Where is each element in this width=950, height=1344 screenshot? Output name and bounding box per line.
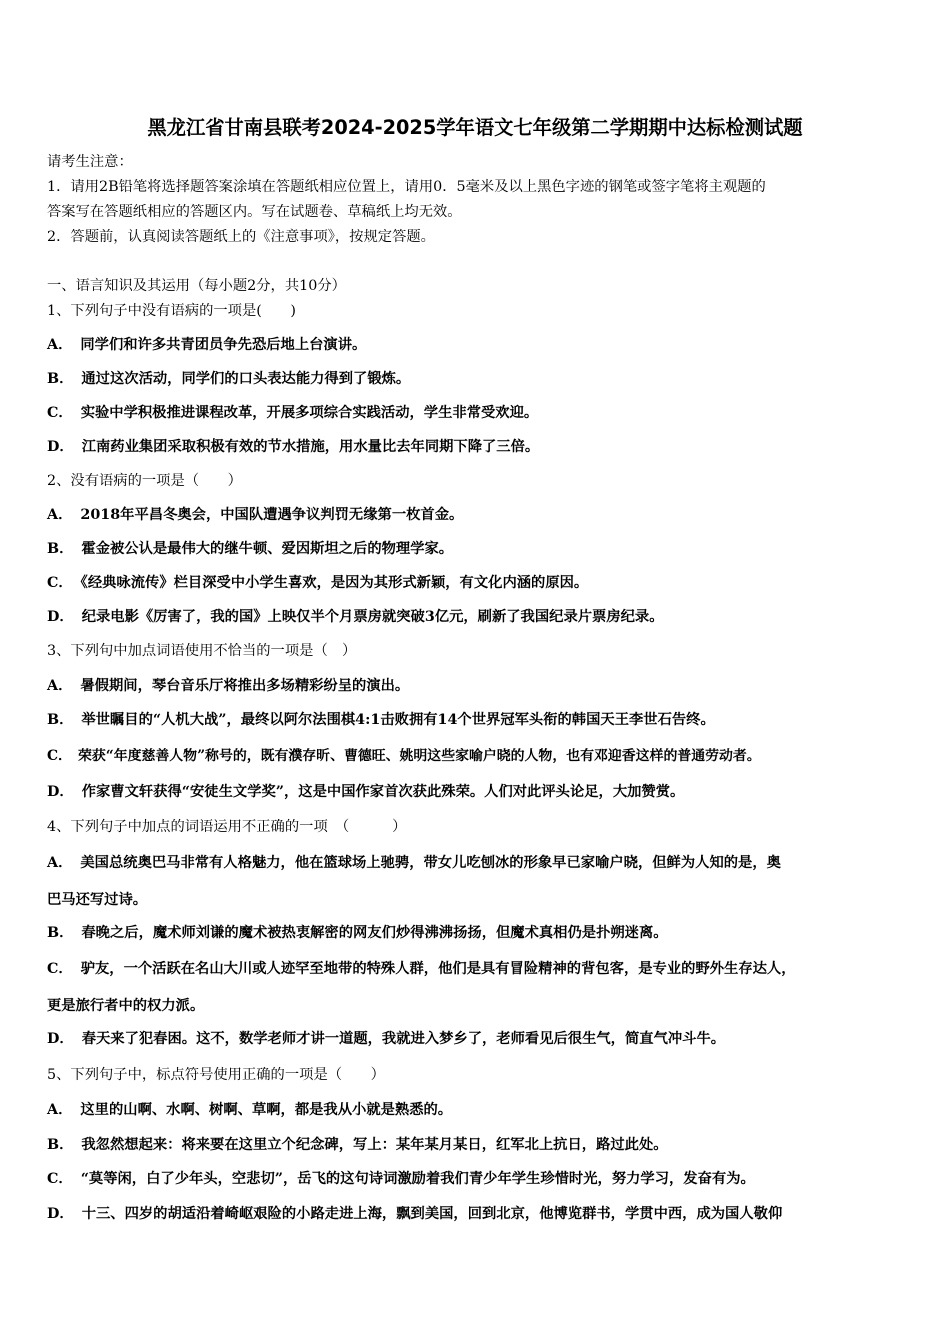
page-title: 黑龙江省甘南县联考2024-2025学年语文七年级第二学期期中达标检测试题 <box>147 116 803 139</box>
option-text: 荣获“年度慈善人物”称号的，既有濮存昕、曹德旺、姚明这些家喻户晓的人物，也有邓迎香这样的普通劳动者。 <box>77 748 761 764</box>
option-label: C． <box>47 748 72 764</box>
option-b <box>47 369 410 389</box>
option-label: B． <box>47 371 74 387</box>
option-text: 我忽然想起来：将来要在这里立个纪念碑，写上：某年某月某日，红军北上抗日，路过此处。 <box>81 1137 668 1153</box>
option-text: 这里的山啊、水啊、树啊、草啊，都是我从小就是熟悉的。 <box>80 1102 453 1118</box>
section-heading: 一、语言知识及其运用（每小题2分，共10分） <box>47 278 346 294</box>
question-stem: 3、下列句中加点词语使用不恰当的一项是（ ） <box>47 643 357 659</box>
option-a-cont: 巴马还写过诗。 <box>47 892 148 908</box>
option-a <box>47 676 409 696</box>
option-text: 驴友，一个活跃在名山大川或人迹罕至地带的特殊人群，他们是具有冒险精神的背包客，是专业的野外生存达人， <box>80 961 796 977</box>
question-stem: 5、下列句子中，标点符号使用正确的一项是（ ） <box>47 1067 385 1083</box>
option-d <box>47 607 664 627</box>
option-label: D． <box>47 1206 74 1222</box>
option-label: D． <box>47 439 74 455</box>
option-text: 《经典咏流传》栏目深受中小学生喜欢，是因为其形式新颖，有文化内涵的原因。 <box>80 575 589 591</box>
option-label: C． <box>47 1171 73 1187</box>
option-text: 江南药业集团采取积极有效的节水措施，用水量比去年同期下降了三倍。 <box>81 439 540 455</box>
option-text: 十三、四岁的胡适沿着崎岖艰险的小路走进上海，飘到美国，回到北京，他博览群书，学贯中西，成为国人敬仰 <box>81 1206 783 1222</box>
option-c <box>47 573 588 593</box>
option-text: 作家曹文轩获得“安徒生文学奖”，这是中国作家首次获此殊荣。人们对此评头论足，大加赞赏。 <box>81 784 685 800</box>
option-a <box>47 335 366 355</box>
option-label: D． <box>47 609 74 625</box>
option-b <box>47 923 668 943</box>
option-label: B． <box>47 925 74 941</box>
option-d <box>47 782 684 802</box>
notice-heading: 请考生注意： <box>47 154 133 170</box>
option-a <box>47 1100 452 1120</box>
option-c-cont: 更是旅行者中的权力派。 <box>47 998 205 1014</box>
question-stem: 2、没有语病的一项是（ ） <box>47 473 242 489</box>
option-text: 2018年平昌冬奥会，中国队遭遇争议判罚无缘第一枚首金。 <box>80 507 464 523</box>
option-c <box>47 746 761 766</box>
option-text: 举世瞩目的“人机大战”，最终以阿尔法围棋4:1击败拥有14个世界冠军头衔的韩国天王李世石告终。 <box>81 712 715 728</box>
option-a <box>47 505 463 525</box>
option-text: 同学们和许多共青团员争先恐后地上台演讲。 <box>80 337 367 353</box>
option-d <box>47 1204 782 1224</box>
question-stem: 1、下列句子中没有语病的一项是( ) <box>47 303 296 319</box>
option-b <box>47 710 715 730</box>
option-label: A． <box>47 855 73 871</box>
option-label: A． <box>47 678 73 694</box>
option-c <box>47 403 538 423</box>
notice-item-1: 1．请用2B铅笔将选择题答案涂填在答题纸相应位置上，请用0．5毫米及以上黑色字迹的钢笔或签字笔将主观题的 <box>47 179 766 195</box>
option-d <box>47 1029 725 1049</box>
option-label: B． <box>47 712 74 728</box>
option-a <box>47 853 781 873</box>
option-label: A． <box>47 507 73 523</box>
option-text: 春天来了犯春困。这不，数学老师才讲一道题，我就进入梦乡了，老师看见后很生气，简直气冲斗牛。 <box>81 1031 726 1047</box>
option-text: 春晚之后，魔术师刘谦的魔术被热衷解密的网友们炒得沸沸扬扬，但魔术真相仍是扑朔迷离。 <box>81 925 668 941</box>
option-c <box>47 959 796 979</box>
option-c <box>47 1169 755 1189</box>
option-text: 暑假期间，琴台音乐厅将推出多场精彩纷呈的演出。 <box>80 678 410 694</box>
option-text: 实验中学积极推进课程改革，开展多项综合实践活动，学生非常受欢迎。 <box>80 405 539 421</box>
option-label: C． <box>47 961 73 977</box>
option-label: D． <box>47 784 74 800</box>
option-label: B． <box>47 541 74 557</box>
option-label: D． <box>47 1031 74 1047</box>
option-text: 纪录电影《厉害了，我的国》上映仅半个月票房就突破3亿元，刷新了我国纪录片票房纪录。 <box>81 609 664 625</box>
option-label: C． <box>47 405 73 421</box>
option-b <box>47 1135 668 1155</box>
option-label: A． <box>47 337 73 353</box>
option-label: B． <box>47 1137 74 1153</box>
option-text: 美国总统奥巴马非常有人格魅力，他在篮球场上驰骋，带女儿吃刨冰的形象早已家喻户晓，但鲜为人知的是，奥 <box>80 855 781 871</box>
notice-item-2: 2．答题前，认真阅读答题纸上的《注意事项》，按规定答题。 <box>47 229 435 245</box>
option-label: A． <box>47 1102 73 1118</box>
notice-item-1-cont: 答案写在答题纸相应的答题区内。写在试题卷、草稿纸上均无效。 <box>47 204 462 220</box>
option-b <box>47 539 453 559</box>
option-text: 霍金被公认是最伟大的继牛顿、爱因斯坦之后的物理学家。 <box>81 541 454 557</box>
option-d <box>47 437 539 457</box>
option-text: 通过这次活动，同学们的口头表达能力得到了锻炼。 <box>81 371 411 387</box>
option-text: “莫等闲，白了少年头，空悲切”，岳飞的这句诗词激励着我们青少年学生珍惜时光，努力学习，发奋有为。 <box>80 1171 755 1187</box>
option-label: C． <box>47 575 73 591</box>
question-stem: 4、下列句子中加点的词语运用不正确的一项 （ ） <box>47 819 407 835</box>
